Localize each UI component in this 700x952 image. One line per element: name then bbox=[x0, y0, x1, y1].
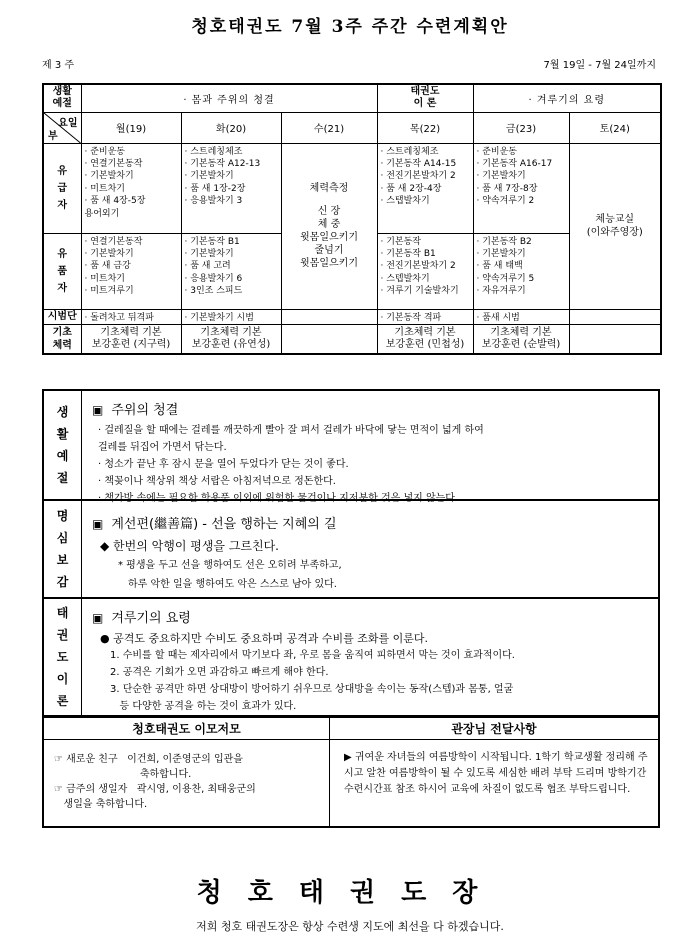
day-wed: 수(21) bbox=[281, 112, 377, 143]
bottom-section bbox=[42, 716, 660, 828]
page-title: 청호태권도 7월 3주 주간 수련계획안 bbox=[191, 17, 509, 37]
fitness-thu: 기초체력 기본 보강훈련 (민첩성) bbox=[377, 324, 473, 354]
yupum-fri: · 기본동작 B2 · 기본발차기 · 품 새 태백 · 약속겨루기 5 · 자유겨루기 bbox=[473, 233, 569, 309]
etiquette-item: · 책가방 속에는 필요한 학용품 이외에 위험한 물건이나 지저분한 것은 넣지 않는다. bbox=[98, 493, 459, 504]
mind-line: 하루 악한 일을 행하여도 악은 스스로 남아 있다. bbox=[128, 579, 337, 590]
yupum-thu: · 기본동작 · 기본동작 B1 · 전진기본발차기 2 · 스텝발차기 · 겨루기 기술발차기 bbox=[377, 233, 473, 309]
sat-cell: 체능교실 (이와주영장) bbox=[569, 143, 661, 309]
mind-line: * 평생을 두고 선을 행하여도 선은 오히려 부족하고, bbox=[118, 560, 342, 571]
theory-side-label: 태 권 도 이 론 bbox=[44, 599, 82, 715]
theory-title: ▣ 겨루기의 요령 bbox=[92, 611, 191, 626]
etiquette-side-label: 생 활 예 절 bbox=[44, 391, 82, 499]
notice-column bbox=[330, 718, 658, 826]
mind-box bbox=[42, 499, 660, 599]
news-title: 청호태권도 이모저모 bbox=[44, 718, 329, 740]
news-line: 축하합니다. bbox=[54, 769, 192, 780]
yugeup-thu: · 스트레칭체조 · 기본동작 A14-15 · 전진기본발차기 2 · 품 새 2장-4장 · 스탭발차기 bbox=[377, 143, 473, 233]
footer-dojang-name: 청호태권도장 bbox=[196, 878, 504, 908]
theory-item: 3. 단순한 공격만 하면 상대방이 방어하기 쉬우므로 상대방을 속이는 동작(스텝)과 몸통, 얼굴 bbox=[110, 684, 514, 695]
day-mon: 월(19) bbox=[81, 112, 181, 143]
news-line: ☞ 새로운 친구 이건희, 이준영군의 입관을 bbox=[54, 754, 243, 765]
etiquette-title: ▣ 주위의 청결 bbox=[92, 403, 179, 418]
diag-header bbox=[43, 112, 81, 143]
etiquette-item: · 책꽂이나 책상위 책상 서랍은 아침저녁으로 정돈한다. bbox=[98, 476, 336, 487]
yugeup-tue: · 스트레칭체조 · 기본동작 A12-13 · 기본발차기 · 품 새 1장-2장 · 응용발차기 3 bbox=[181, 143, 281, 233]
etiquette-box bbox=[42, 389, 660, 504]
theory-item: 1. 수비를 할 때는 제자리에서 막기보다 좌, 우로 몸을 움직여 피하면서 막는 것이 효과적이다. bbox=[110, 650, 515, 661]
theory-item: 등 다양한 공격을 하는 것이 효과가 있다. bbox=[110, 701, 297, 712]
mind-lead: ◆ 한번의 악행이 평생을 그르친다. bbox=[100, 539, 279, 553]
life-label: 생활 예절 bbox=[43, 84, 81, 112]
fitness-row bbox=[43, 324, 661, 354]
group-yupum: 유 품 자 bbox=[43, 233, 81, 309]
etiquette-item: · 걸레질을 할 때에는 걸레를 깨끗하게 빨아 잘 펴서 걸레가 바닥에 닿는 면적이 넓게 하여 bbox=[98, 425, 484, 436]
demo-wed bbox=[281, 309, 377, 324]
fitness-wed bbox=[281, 324, 377, 354]
theory-label: 태권도 이 론 bbox=[377, 84, 473, 112]
theory-box bbox=[42, 597, 660, 717]
demo-tue: · 기본발차기 시범 bbox=[181, 309, 281, 324]
footer-slogan: 저희 청호 태권도장은 항상 수련생 지도에 최선을 다 하겠습니다. bbox=[196, 920, 504, 933]
schedule-table bbox=[42, 83, 662, 355]
notice-title: 관장님 전달사항 bbox=[330, 718, 658, 740]
yugeup-fri: · 준비운동 · 기본동작 A16-17 · 기본발차기 · 품 새 7장-8장 · 약속겨루기 2 bbox=[473, 143, 569, 233]
yugeup-mon: · 준비운동 · 연결기본동작 · 기본발차기 · 미트차기 · 품 새 4장-5장 용어외기 bbox=[81, 143, 181, 233]
date-range: 7월 19일 - 7월 24일까지 bbox=[543, 60, 656, 71]
day-thu: 목(22) bbox=[377, 112, 473, 143]
news-line: ☞ 금주의 생일자 곽시영, 이용찬, 최태웅군의 bbox=[54, 784, 256, 795]
yupum-mon: · 연결기본동작 · 기본발차기 · 품 새 금강 · 미트차기 · 미트겨루기 bbox=[81, 233, 181, 309]
wed-cell: 체력측정 신 장 체 중 윗몸일으키기 줄넘기 윗몸일으키기 bbox=[281, 143, 377, 309]
day-row bbox=[43, 112, 661, 143]
diag-group-label: 부 bbox=[48, 130, 58, 142]
demo-sat bbox=[569, 309, 661, 324]
life-value: · 몸과 주위의 청결 bbox=[81, 84, 377, 112]
demo-fri: · 품새 시범 bbox=[473, 309, 569, 324]
notice-text: ▶ 귀여운 자녀들의 여름방학이 시작됩니다. 1학기 학교생활 정리해 주시고 알찬 여름방학이 될 수 있도록 세심한 배려 부탁 드리며 방학기간 수련시간표 참조 하시어 교육에 차질이 없도록 협조 부탁드립니다. bbox=[344, 752, 648, 795]
theory-lead: ● 공격도 중요하지만 수비도 중요하며 공격과 수비를 조화를 이룬다. bbox=[100, 632, 428, 645]
day-fri: 금(23) bbox=[473, 112, 569, 143]
etiquette-item: 걸레를 뒤집어 가면서 닦는다. bbox=[98, 442, 227, 453]
fitness-tue: 기초체력 기본 보강훈련 (유연성) bbox=[181, 324, 281, 354]
fitness-mon: 기초체력 기본 보강훈련 (지구력) bbox=[81, 324, 181, 354]
etiquette-item: · 청소가 끝난 후 잠시 문을 열어 두었다가 닫는 것이 좋다. bbox=[98, 459, 349, 470]
day-tue: 화(20) bbox=[181, 112, 281, 143]
fitness-fri: 기초체력 기본 보강훈련 (순발력) bbox=[473, 324, 569, 354]
fitness-sat bbox=[569, 324, 661, 354]
topic-row bbox=[43, 84, 661, 112]
news-column bbox=[44, 718, 330, 826]
demo-mon: · 돌려차고 뒤격파 bbox=[81, 309, 181, 324]
yupum-tue: · 기본동작 B1 · 기본발차기 · 품 새 고려 · 응용발차기 6 · 3인조 스피드 bbox=[181, 233, 281, 309]
mind-title: ▣ 계선편(繼善篇) - 선을 행하는 지혜의 길 bbox=[92, 517, 337, 532]
mind-side-label: 명 심 보 감 bbox=[44, 501, 82, 597]
group-yugeup: 유 급 자 bbox=[43, 143, 81, 233]
theory-value: · 겨루기의 요령 bbox=[473, 84, 661, 112]
week-label: 제 3 주 bbox=[42, 60, 75, 71]
day-sat: 토(24) bbox=[569, 112, 661, 143]
yugeup-row bbox=[43, 143, 661, 233]
news-line: 생일을 축하합니다. bbox=[54, 799, 148, 810]
group-fitness: 기초 체력 bbox=[43, 324, 81, 354]
theory-item: 2. 공격은 기회가 오면 과감하고 빠르게 해야 한다. bbox=[110, 667, 329, 678]
group-demo: 시범단 bbox=[43, 309, 81, 324]
demo-row bbox=[43, 309, 661, 324]
demo-thu: · 기본동작 격파 bbox=[377, 309, 473, 324]
diag-day-label: 요일 bbox=[58, 117, 78, 129]
